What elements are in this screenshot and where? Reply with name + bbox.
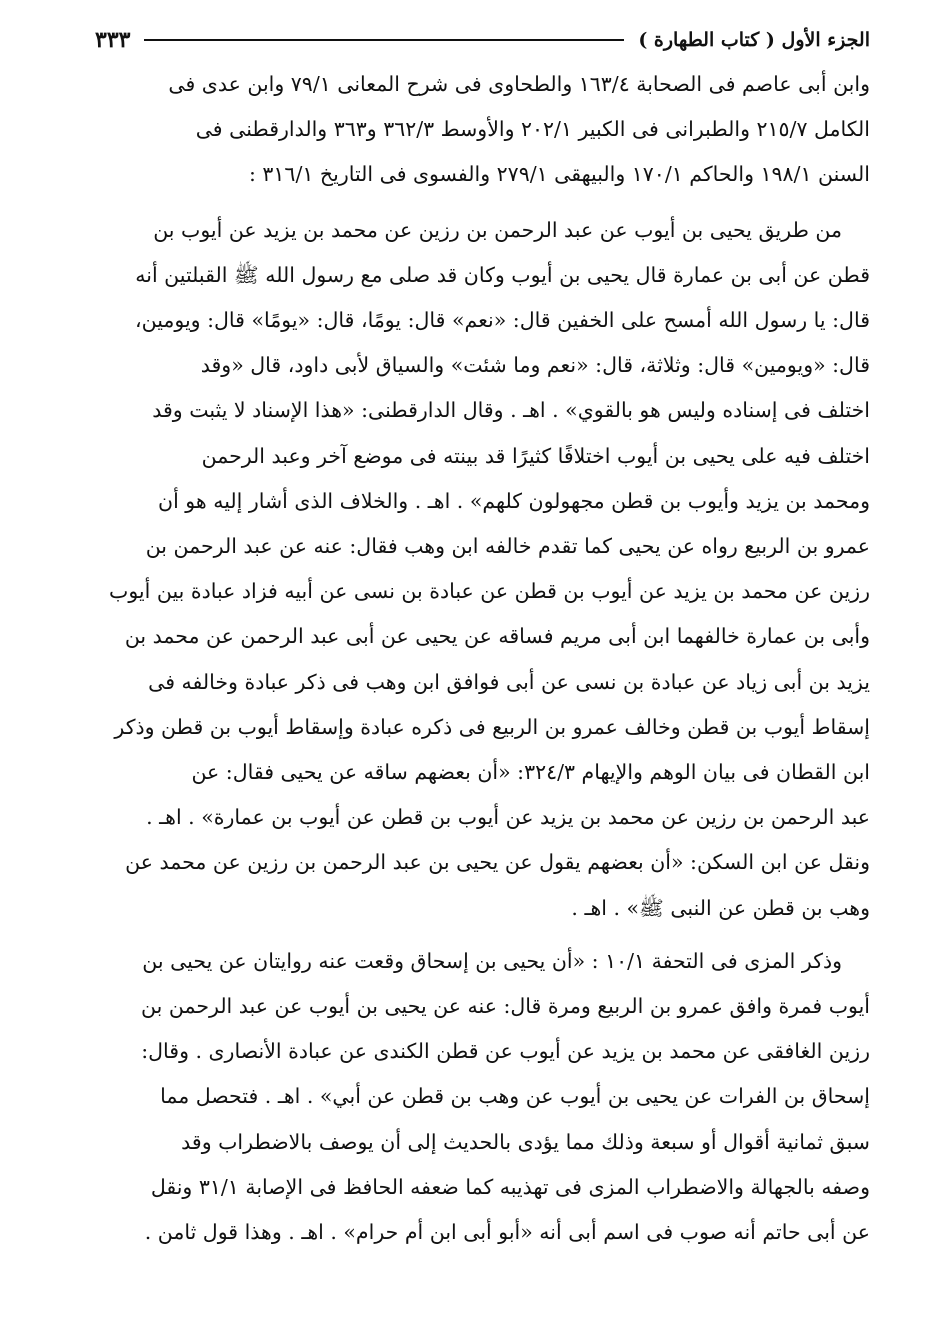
text-line: عمرو بن الربيع رواه عن يحيى كما تقدم خالفه ابن وهب فقال: عنه عن عبد الرحمن بن	[145, 534, 870, 559]
text-line: ونقل عن ابن السكن: «أن بعضهم يقول عن يحيى بن عبد الرحمن بن رزين عن محمد عن	[125, 850, 870, 875]
text-line: وأبى بن عمارة خالفهما ابن أبى مريم فساقه عن يحيى عن أبى عبد الرحمن عن محمد بن	[124, 624, 870, 649]
text-line: قطن عن أبى بن عمارة قال يحيى بن أيوب وكان قد صلى مع رسول الله ﷺ القبلتين أنه	[135, 262, 870, 287]
book-page	[95, 18, 870, 1255]
header-rule	[144, 39, 624, 41]
text-line: السنن ١٩٨/١ والحاكم ١٧٠/١ والبيهقى ٢٧٩/١ والفسوى فى التاريخ ٣١٦/١ :	[248, 162, 870, 187]
citation-paragraph	[95, 62, 870, 198]
text-line: اختلف فى إسناده وليس هو بالقوي» . اهـ . وقال الدارقطنى: «هذا الإسناد لا يثبت وقد	[152, 398, 870, 423]
text-line: إسقاط أيوب بن قطن وخالف عمرو بن الربيع فى ذكره عبادة وإسقاط أيوب بن قطن وذكر	[114, 714, 870, 739]
running-header	[95, 18, 870, 62]
hadith-paragraph	[95, 208, 870, 931]
text-line: ومحمد بن يزيد وأيوب بن قطن مجهولون كلهم» . اهـ . والخلاف الذى أشار إليه هو أن	[158, 488, 870, 513]
text-line: رزين عن محمد بن يزيد عن أيوب بن قطن عن عبادة بن نسى عن أبيه فزاد عبادة بين أيوب	[109, 579, 870, 604]
page-number: ٣٣٣	[95, 27, 131, 53]
text-line: قال: «ويومين» قال: وثلاثة، قال: «نعم وما شئت» والسياق لأبى داود، قال «وقد	[200, 353, 870, 378]
text-line: وذكر المزى فى التحفة ١٠/١ : «أن يحيى بن إسحاق وقعت عنه روايتان عن يحيى بن	[142, 948, 842, 973]
text-line: أيوب فمرة وافق عمرو بن الربيع ومرة قال: عنه عن يحيى بن أيوب عن عبد الرحمن بن	[141, 994, 870, 1019]
header-title: الجزء الأول ( كتاب الطهارة )	[638, 29, 870, 51]
text-line: سبق ثمانية أقوال أو سبعة وذلك مما يؤدى بالحديث إلى أن يوصف بالاضطراب وقد	[181, 1129, 870, 1154]
mizzi-paragraph	[95, 939, 870, 1255]
text-line: ابن القطان فى بيان الوهم والإيهام ٣٢٤/٣: «أن بعضهم ساقه عن يحيى فقال: عن	[191, 760, 870, 785]
text-line: عبد الرحمن بن رزين عن محمد بن يزيد عن أيوب بن قطن عن أيوب بن عمارة» . اهـ .	[146, 805, 870, 830]
text-line: قال: يا رسول الله أمسح على الخفين قال: «نعم» قال: يومًا، قال: «يومًا» قال: ويومين،	[135, 308, 870, 333]
text-line: وابن أبى عاصم فى الصحابة ١٦٣/٤ والطحاوى فى شرح المعانى ٧٩/١ وابن عدى فى	[168, 72, 870, 96]
text-line: يزيد بن أبى زياد عن عبادة بن نسى عن أبى فوافق ابن وهب فى ذكر عبادة وخالفه فى	[148, 669, 870, 694]
text-line: وهب بن قطن عن النبى ﷺ» . اهـ .	[571, 895, 870, 920]
text-line: رزين الغافقى عن محمد بن يزيد عن أيوب عن قطن الكندى عن عبادة الأنصارى . وقال:	[141, 1039, 870, 1064]
text-line: اختلف فيه على يحيى بن أيوب اختلافًا كثيرًا قد بينته فى موضع آخر وعبد الرحمن	[201, 443, 870, 468]
text-line: إسحاق بن الفرات عن يحيى بن أيوب عن وهب بن قطن عن أبي» . اهـ . فتحصل مما	[160, 1084, 870, 1109]
text-line: الكامل ٢١٥/٧ والطبرانى فى الكبير ٢٠٢/١ والأوسط ٣٦٢/٣ و٣٦٣ والدارقطنى فى	[195, 117, 870, 142]
text-line: من طريق يحيى بن أيوب عن عبد الرحمن بن رزين عن محمد بن يزيد عن أيوب بن	[153, 217, 842, 242]
text-line: عن أبى حاتم أنه صوب فى اسم أبى أنه «أبو أبى ابن أم حرام» . اهـ . وهذا قول ثامن .	[144, 1220, 870, 1245]
text-line: وصفه بالجهالة والاضطراب المزى فى تهذيبه كما ضعفه الحافظ فى الإصابة ٣١/١ ونقل	[150, 1174, 870, 1199]
